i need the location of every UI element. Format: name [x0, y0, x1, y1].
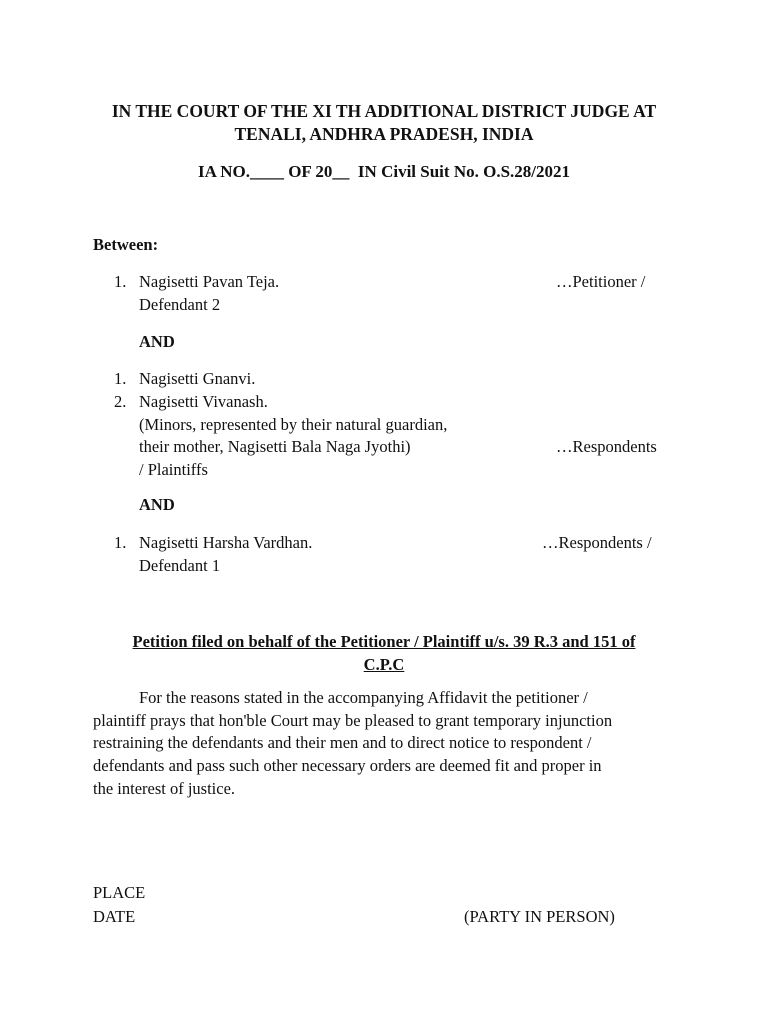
petition-body-line-4: defendants and pass such other necessary orders are deemed fit and proper in	[93, 756, 602, 776]
list-number: 1.	[114, 369, 127, 388]
guardian-note-line-1: (Minors, represented by their natural guardian,	[139, 414, 448, 434]
respondent-name: Nagisetti Gnanvi.	[139, 369, 256, 388]
petition-body	[93, 687, 673, 801]
petition-body-line-5: the interest of justice.	[93, 778, 236, 798]
petition-body-line-2: plaintiff prays that hon'ble Court may be pleased to grant temporary injunction	[93, 710, 613, 730]
case-number: IA NO.____ OF 20__ IN Civil Suit No. O.S.28/2021	[198, 162, 570, 181]
court-title-line-2: TENALI, ANDHRA PRADESH, INDIA	[234, 124, 534, 144]
respondent-name: Nagisetti Harsha Vardhan.	[139, 533, 313, 552]
list-number: 1.	[114, 272, 127, 291]
list-number: 2.	[114, 392, 127, 411]
court-title-line-1: IN THE COURT OF THE XI TH ADDITIONAL DISTRICT JUDGE AT	[111, 101, 657, 121]
signatory-label: (PARTY IN PERSON)	[464, 907, 615, 926]
respondents-role-continued: / Plaintiffs	[139, 459, 208, 479]
petitioner-name: Nagisetti Pavan Teja.	[139, 272, 280, 291]
between-label: Between:	[93, 235, 159, 254]
and-separator-2: AND	[139, 495, 175, 514]
respondent-entry-1	[114, 368, 679, 391]
respondent-entry-2	[114, 391, 679, 481]
guardian-note-line-2: their mother, Nagisetti Bala Naga Jyothi)	[139, 437, 411, 456]
petition-heading	[100, 630, 668, 676]
respondent-role: …Respondents /	[542, 533, 652, 552]
date-label: DATE	[93, 907, 136, 926]
and-separator-1: AND	[139, 332, 175, 351]
petition-heading-line-1: Petition filed on behalf of the Petitioner / Plaintiff u/s. 39 R.3 and 151 of	[132, 632, 636, 651]
respondents-role: …Respondents	[556, 437, 657, 456]
respondent-name: Nagisetti Vivanash.	[139, 392, 268, 411]
court-title	[70, 100, 698, 146]
petition-body-line-1: For the reasons stated in the accompanying Affidavit the petitioner /	[139, 688, 588, 707]
place-label: PLACE	[93, 883, 146, 902]
petitioner-role-continued: Defendant 2	[139, 294, 221, 314]
petitioner-entry	[114, 271, 679, 316]
petition-body-line-3: restraining the defendants and their men and to direct notice to respondent /	[93, 733, 592, 753]
petitioner-role: …Petitioner /	[556, 272, 646, 291]
respondent-role-continued: Defendant 1	[139, 555, 221, 575]
respondent-entry-3	[114, 532, 679, 577]
list-number: 1.	[114, 533, 127, 552]
petition-heading-line-2: C.P.C	[363, 655, 405, 674]
